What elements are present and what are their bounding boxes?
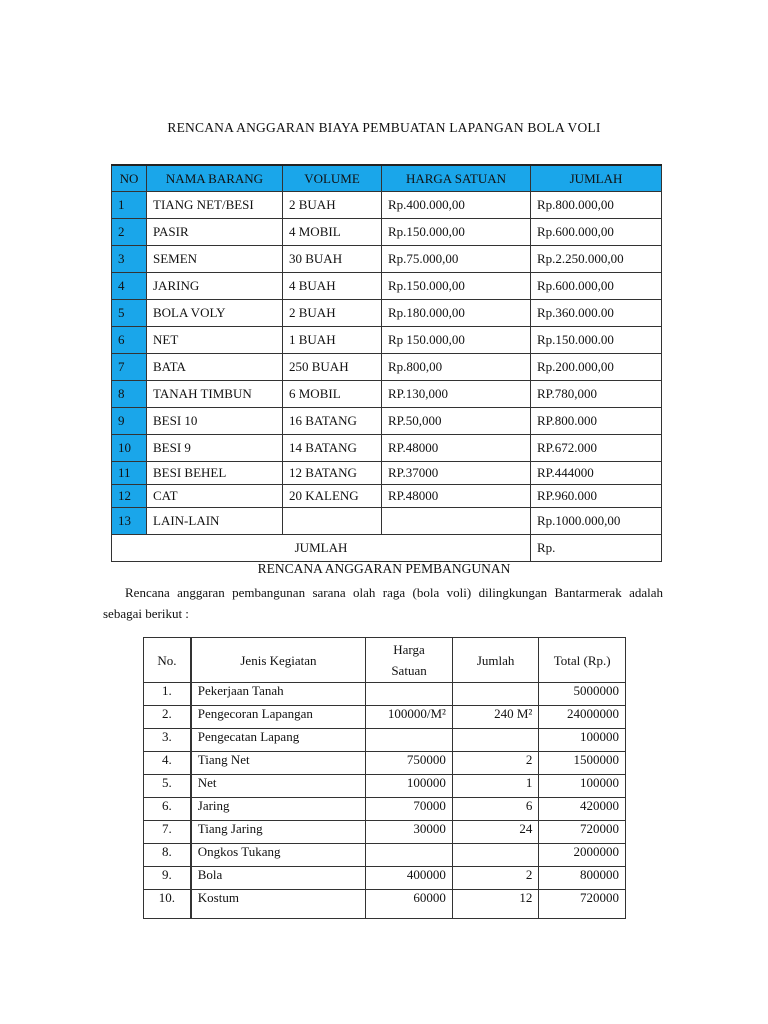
cell-no: 3.: [144, 729, 191, 752]
cell-total: 100000: [539, 729, 626, 752]
cell-jenis-kegiatan: Pengecatan Lapang: [191, 729, 366, 752]
cell-no: 10.: [144, 890, 191, 919]
cell-no: 3: [112, 246, 147, 273]
cell-volume: 2 BUAH: [283, 192, 382, 219]
header-volume: VOLUME: [283, 165, 382, 192]
cell-no: 4: [112, 273, 147, 300]
cell-no: 8: [112, 381, 147, 408]
cell-no: 6: [112, 327, 147, 354]
cell-jumlah: Rp.600.000,00: [531, 219, 662, 246]
total-row: [112, 535, 662, 562]
cell-volume: 2 BUAH: [283, 300, 382, 327]
table-row: [112, 192, 662, 219]
cell-jumlah: Rp.150.000.00: [531, 327, 662, 354]
cell-jumlah: Rp.360.000.00: [531, 300, 662, 327]
cell-jenis-kegiatan: Pengecoran Lapangan: [191, 706, 366, 729]
cell-harga-satuan: 400000: [366, 867, 453, 890]
cell-harga-satuan: RP.50,000: [382, 408, 531, 435]
cell-volume: 6 MOBIL: [283, 381, 382, 408]
cell-jenis-kegiatan: Pekerjaan Tanah: [191, 683, 366, 706]
construction-table: [143, 637, 626, 919]
header-nama-barang: NAMA BARANG: [147, 165, 283, 192]
table-row: [144, 798, 626, 821]
cell-nama-barang: BESI 9: [147, 435, 283, 462]
cell-harga-satuan: RP.130,000: [382, 381, 531, 408]
cell-total: 720000: [539, 821, 626, 844]
cell-harga-satuan: 60000: [366, 890, 453, 919]
budget-title: RENCANA ANGGARAN BIAYA PEMBUATAN LAPANGAN BOLA VOLI: [167, 120, 601, 135]
total-value: Rp.: [531, 535, 662, 562]
cell-nama-barang: BATA: [147, 354, 283, 381]
cell-total: 5000000: [539, 683, 626, 706]
construction-table-header: [144, 638, 626, 683]
cell-jumlah: RP.672.000: [531, 435, 662, 462]
table-row: [112, 435, 662, 462]
cell-nama-barang: NET: [147, 327, 283, 354]
cell-harga-satuan: [382, 508, 531, 535]
table-row: [144, 683, 626, 706]
cell-no: 6.: [144, 798, 191, 821]
cell-nama-barang: TIANG NET/BESI: [147, 192, 283, 219]
table-row: [112, 408, 662, 435]
cell-jumlah: Rp.600.000,00: [531, 273, 662, 300]
cell-nama-barang: BOLA VOLY: [147, 300, 283, 327]
cell-nama-barang: BESI BEHEL: [147, 462, 283, 485]
table-row: [144, 752, 626, 775]
cell-jumlah: RP.444000: [531, 462, 662, 485]
construction-title: RENCANA ANGGARAN PEMBANGUNAN: [257, 561, 511, 576]
cell-no: 9: [112, 408, 147, 435]
table-row: [112, 219, 662, 246]
cell-harga-satuan: [366, 729, 453, 752]
cell-harga-satuan: 100000: [366, 775, 453, 798]
cell-jumlah: 2: [452, 867, 538, 890]
cell-volume: 20 KALENG: [283, 485, 382, 508]
cell-harga-satuan: RP.48000: [382, 435, 531, 462]
table-row: [112, 381, 662, 408]
header-no: NO: [112, 165, 147, 192]
cell-jumlah: 240 M²: [452, 706, 538, 729]
intro-paragraph: Rencana anggaran pembangunan sarana olah raga (bola voli) dilingkungan Bantarmerak adalah sebagai berikut :: [103, 585, 663, 621]
cell-no: 13: [112, 508, 147, 535]
cell-jumlah: [452, 683, 538, 706]
cell-no: 9.: [144, 867, 191, 890]
table-row: [112, 327, 662, 354]
budget-table: [111, 164, 662, 562]
cell-volume: 4 MOBIL: [283, 219, 382, 246]
cell-harga-satuan: Rp.75.000,00: [382, 246, 531, 273]
cell-jenis-kegiatan: Net: [191, 775, 366, 798]
cell-jumlah: Rp.200.000,00: [531, 354, 662, 381]
cell-no: 7.: [144, 821, 191, 844]
cell-no: 12: [112, 485, 147, 508]
cell-total: 24000000: [539, 706, 626, 729]
cell-total: 800000: [539, 867, 626, 890]
total-label: JUMLAH: [112, 535, 531, 562]
cell-total: 100000: [539, 775, 626, 798]
cell-no: 10: [112, 435, 147, 462]
cell-harga-satuan: 70000: [366, 798, 453, 821]
cell-no: 5: [112, 300, 147, 327]
cell-jenis-kegiatan: Ongkos Tukang: [191, 844, 366, 867]
cell-no: 1: [112, 192, 147, 219]
cell-volume: 16 BATANG: [283, 408, 382, 435]
cell-jumlah: [452, 729, 538, 752]
cell-nama-barang: BESI 10: [147, 408, 283, 435]
cell-total: 1500000: [539, 752, 626, 775]
cell-volume: [283, 508, 382, 535]
table-row: [144, 706, 626, 729]
cell-jumlah: Rp.2.250.000,00: [531, 246, 662, 273]
header-total: Total (Rp.): [539, 638, 626, 683]
cell-harga-satuan: 100000/M²: [366, 706, 453, 729]
cell-harga-satuan: [366, 683, 453, 706]
table-row: [144, 775, 626, 798]
cell-volume: 14 BATANG: [283, 435, 382, 462]
cell-nama-barang: TANAH TIMBUN: [147, 381, 283, 408]
cell-no: 11: [112, 462, 147, 485]
cell-volume: 250 BUAH: [283, 354, 382, 381]
cell-jumlah: Rp.1000.000,00: [531, 508, 662, 535]
table-row: [144, 844, 626, 867]
cell-harga-satuan: [366, 844, 453, 867]
cell-nama-barang: JARING: [147, 273, 283, 300]
cell-no: 1.: [144, 683, 191, 706]
cell-jumlah: RP.960.000: [531, 485, 662, 508]
cell-harga-satuan: Rp.150.000,00: [382, 273, 531, 300]
cell-volume: 1 BUAH: [283, 327, 382, 354]
budget-table-header: [112, 165, 662, 192]
cell-nama-barang: LAIN-LAIN: [147, 508, 283, 535]
cell-volume: 12 BATANG: [283, 462, 382, 485]
header-harga-satuan: [366, 638, 453, 683]
header-jumlah: Jumlah: [452, 638, 538, 683]
table-row: [144, 821, 626, 844]
cell-no: 2.: [144, 706, 191, 729]
cell-jumlah: 1: [452, 775, 538, 798]
header-jenis-kegiatan: Jenis Kegiatan: [191, 638, 366, 683]
cell-total: 2000000: [539, 844, 626, 867]
table-row: [112, 485, 662, 508]
cell-nama-barang: SEMEN: [147, 246, 283, 273]
cell-total: 420000: [539, 798, 626, 821]
cell-harga-satuan: 30000: [366, 821, 453, 844]
header-jumlah: JUMLAH: [531, 165, 662, 192]
cell-total: 720000: [539, 890, 626, 919]
cell-no: 2: [112, 219, 147, 246]
cell-volume: 4 BUAH: [283, 273, 382, 300]
table-row: [112, 300, 662, 327]
table-row: [144, 890, 626, 919]
cell-harga-satuan: Rp.400.000,00: [382, 192, 531, 219]
cell-harga-satuan: Rp.800,00: [382, 354, 531, 381]
header-harga-satuan: HARGA SATUAN: [382, 165, 531, 192]
cell-jenis-kegiatan: Tiang Jaring: [191, 821, 366, 844]
cell-harga-satuan: Rp 150.000,00: [382, 327, 531, 354]
cell-jenis-kegiatan: Jaring: [191, 798, 366, 821]
cell-nama-barang: PASIR: [147, 219, 283, 246]
cell-no: 5.: [144, 775, 191, 798]
cell-jumlah: 2: [452, 752, 538, 775]
cell-jenis-kegiatan: Bola: [191, 867, 366, 890]
cell-jumlah: 12: [452, 890, 538, 919]
table-row: [144, 729, 626, 752]
table-row: [112, 354, 662, 381]
cell-jumlah: 24: [452, 821, 538, 844]
cell-jumlah: Rp.800.000,00: [531, 192, 662, 219]
cell-harga-satuan: RP.37000: [382, 462, 531, 485]
cell-harga-satuan: 750000: [366, 752, 453, 775]
cell-jumlah: 6: [452, 798, 538, 821]
table-row: [112, 273, 662, 300]
table-row: [112, 508, 662, 535]
header-no: No.: [144, 638, 191, 683]
cell-jumlah: [452, 844, 538, 867]
cell-nama-barang: CAT: [147, 485, 283, 508]
table-row: [112, 246, 662, 273]
cell-harga-satuan: Rp.180.000,00: [382, 300, 531, 327]
header-harga-satuan-text: Harga Satuan: [391, 642, 427, 678]
cell-no: 4.: [144, 752, 191, 775]
table-row: [112, 462, 662, 485]
cell-harga-satuan: RP.48000: [382, 485, 531, 508]
table-row: [144, 867, 626, 890]
cell-harga-satuan: Rp.150.000,00: [382, 219, 531, 246]
cell-no: 7: [112, 354, 147, 381]
cell-no: 8.: [144, 844, 191, 867]
cell-jenis-kegiatan: Tiang Net: [191, 752, 366, 775]
cell-jenis-kegiatan: Kostum: [191, 890, 366, 919]
cell-volume: 30 BUAH: [283, 246, 382, 273]
cell-jumlah: RP.780,000: [531, 381, 662, 408]
cell-jumlah: RP.800.000: [531, 408, 662, 435]
